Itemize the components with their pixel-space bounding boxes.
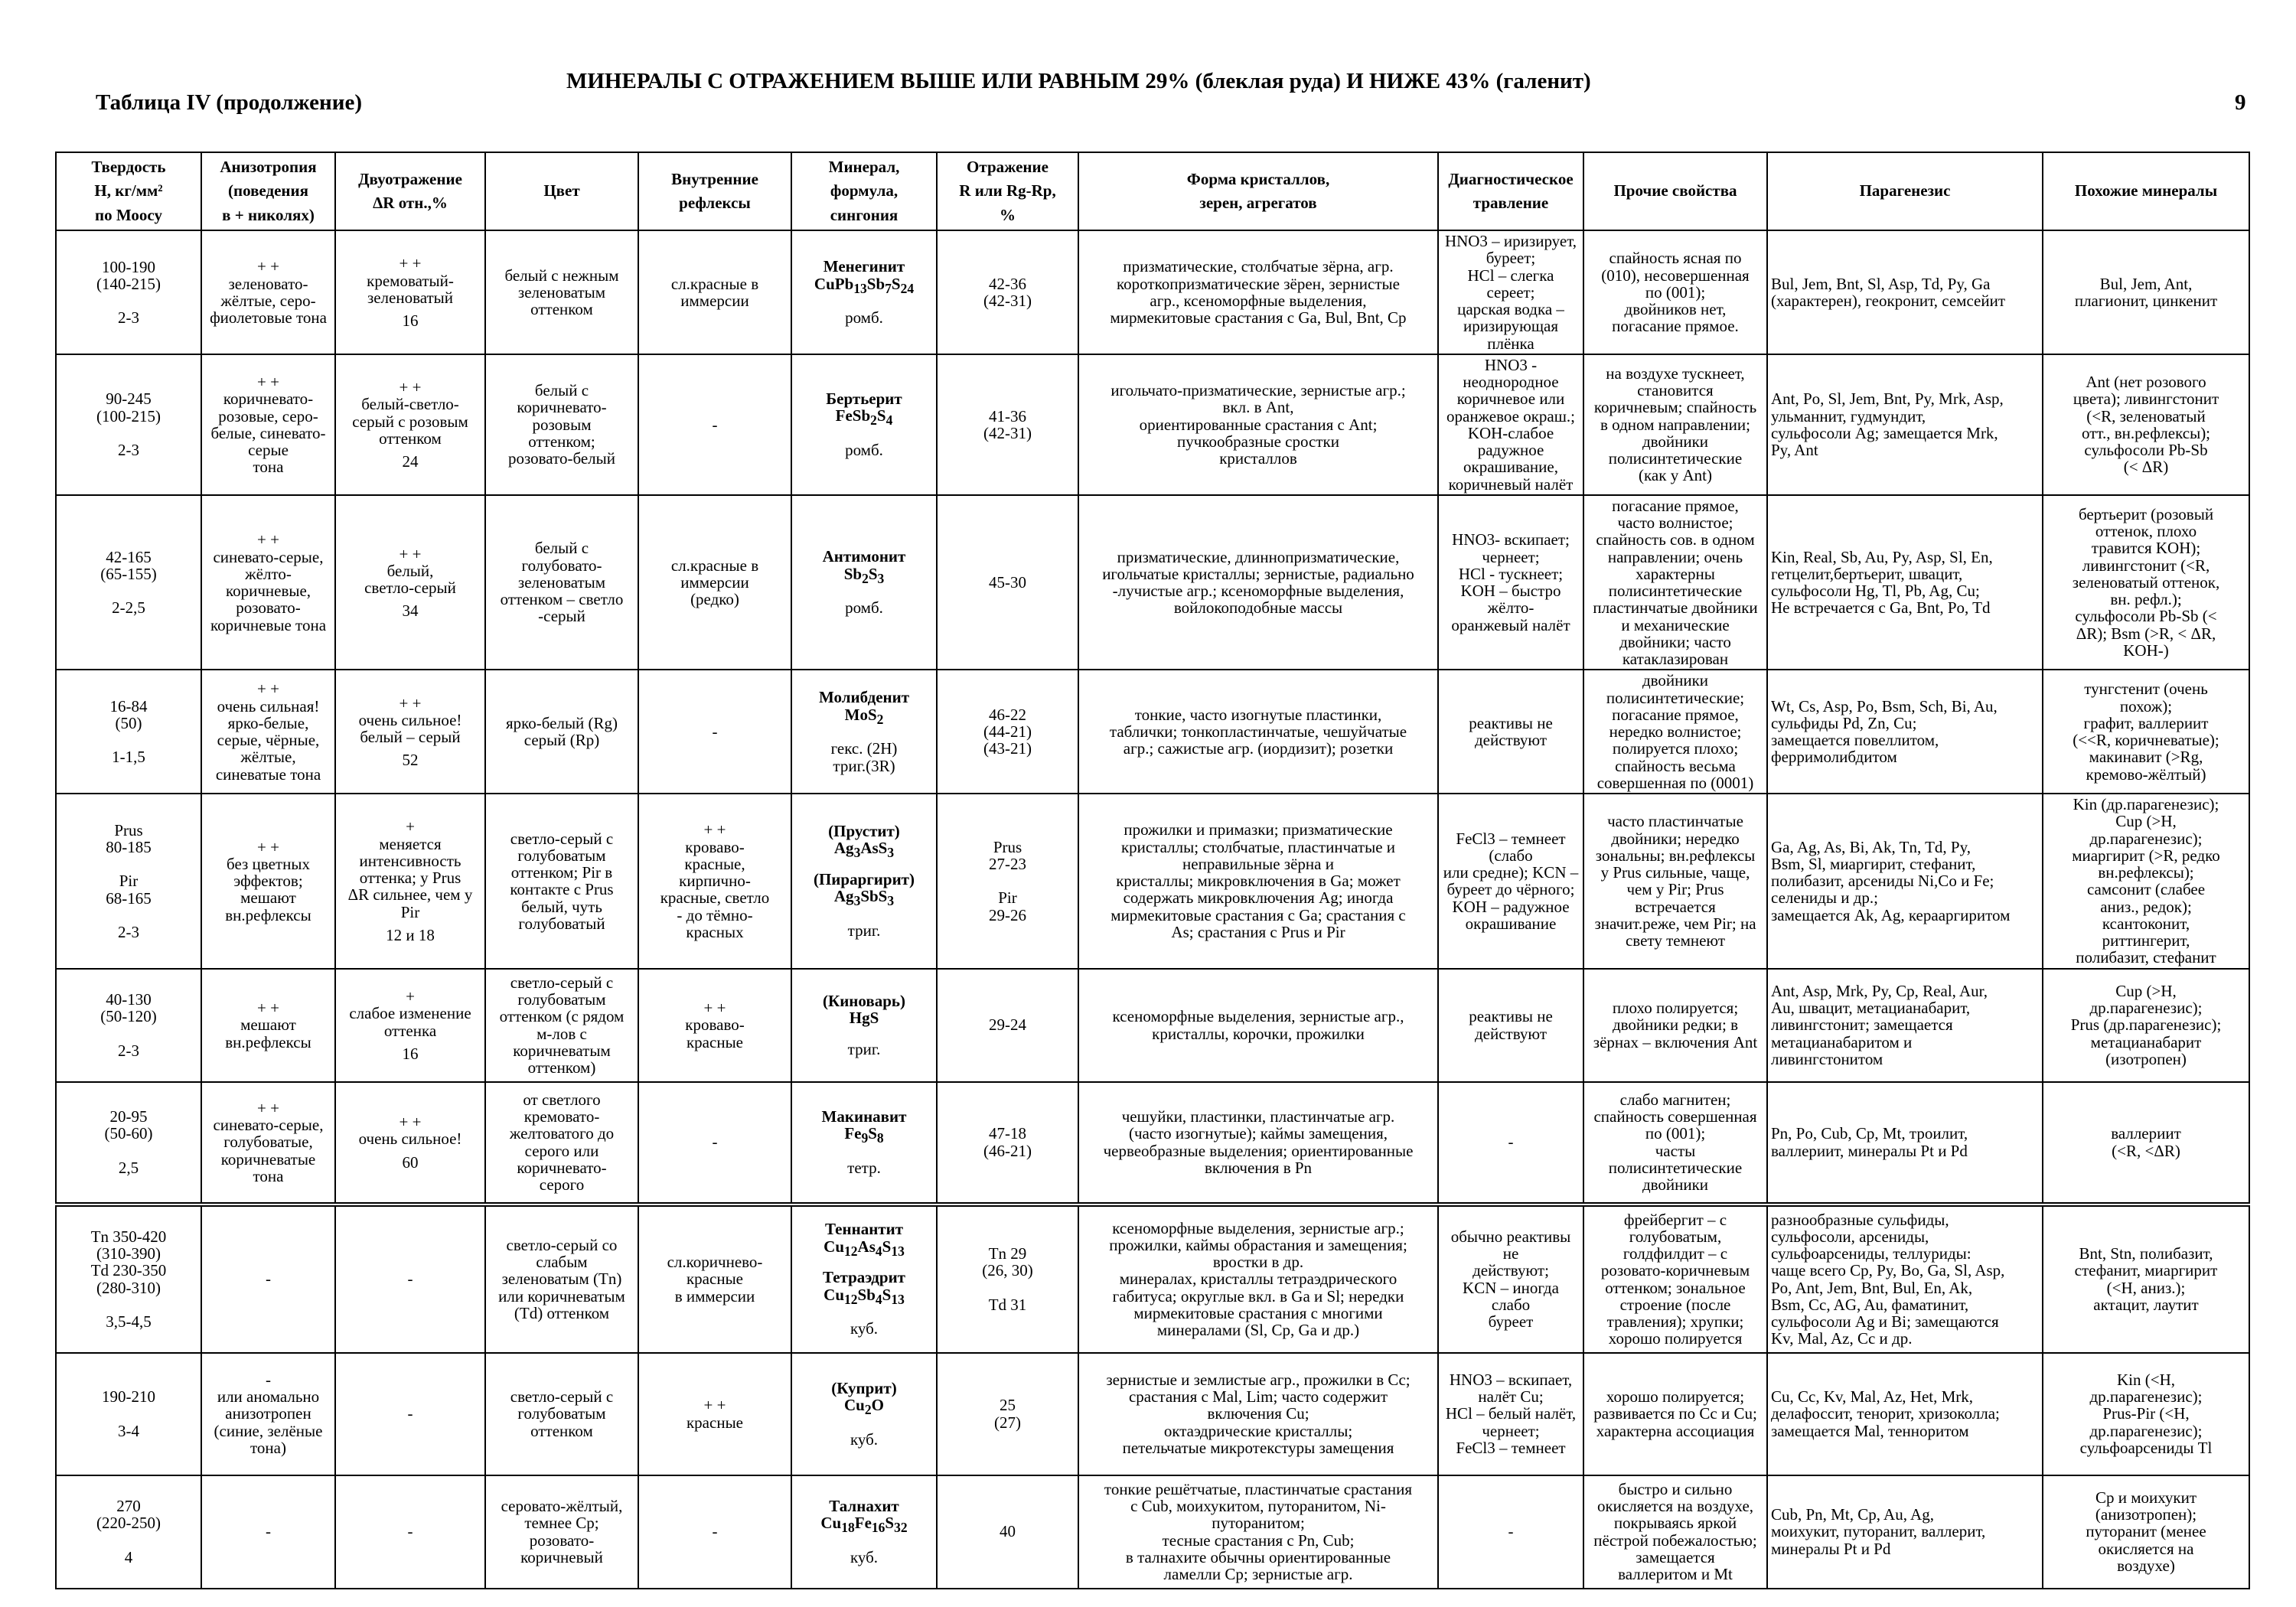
- cell-anisotropy: + + коричневато- розовые, серо- белые, синевато- серые тона: [201, 354, 335, 495]
- cell-anisotropy: + + зеленовато- жёлтые, серо- фиолетовые тона: [201, 230, 335, 354]
- table-row: [56, 794, 2249, 969]
- cell-birefringence: [335, 794, 485, 969]
- cell-reflectance: 29-24: [937, 969, 1078, 1082]
- cell-anisotropy: - или аномально анизотропен (синие, зелёные тона): [201, 1353, 335, 1475]
- hardness-value: 42-165 (65-155): [100, 547, 157, 583]
- mineral-formula: HgS: [849, 1009, 879, 1028]
- mineral-name: Теннантит: [824, 1220, 904, 1239]
- cell-mineral: [791, 1353, 937, 1475]
- cell-other-properties: двойники полисинтетические; погасание прямое, нередко волнистое; полируется плохо; спайность весьма совершенная по (0001): [1583, 670, 1767, 794]
- header-etching: Диагностическое травление: [1438, 152, 1583, 230]
- table-header-row: [56, 152, 2249, 230]
- cell-mineral: [791, 1475, 937, 1589]
- birefringence-value: 16: [402, 1044, 419, 1063]
- cell-reflectance: Tn 29 (26, 30) Td 31: [937, 1204, 1078, 1353]
- cell-other-properties: быстро и сильно окисляется на воздухе, покрываясь яркой пёстрой побежалостью; замещается валлеритом и Mt: [1583, 1475, 1767, 1589]
- hardness-mohs: 2-3: [118, 922, 139, 941]
- mineral-formula: $Cu_{18}Fe_{16}S_{32}$: [820, 1514, 908, 1536]
- cell-etching: обычно реактивы не действуют; KCN – иногда слабо буреет: [1438, 1204, 1583, 1353]
- header-mineral-formula: Минерал, формула, сингония: [791, 152, 937, 230]
- cell-hardness: [56, 230, 201, 354]
- cell-reflectance: 40: [937, 1475, 1078, 1589]
- mineral-formula: $FeSb_2S_4$: [835, 406, 893, 429]
- cell-etching: HNO3 – вскипает, налёт Cu; HCl – белый налёт, чернеет; FeCl3 – темнеет: [1438, 1353, 1583, 1475]
- hardness-value: 16-84 (50): [109, 696, 148, 732]
- cell-similar-minerals: Cup (>H, др.парагенезис); Prus (др.парагенезис); метацианабарит (изотропен): [2043, 969, 2249, 1082]
- cell-hardness: [56, 354, 201, 495]
- cell-birefringence: [335, 1082, 485, 1204]
- cell-mineral: [791, 1082, 937, 1204]
- hardness-mohs: 3,5-4,5: [106, 1312, 152, 1331]
- birefringence-text: + + белый, светло-серый: [364, 544, 456, 597]
- mineral-name: Макинавит: [821, 1107, 907, 1126]
- mineral-formula: $Sb_2S_3$: [843, 564, 885, 586]
- mineral-syngony: куб.: [850, 1429, 879, 1449]
- cell-birefringence: [335, 969, 485, 1082]
- hardness-value: 100-190 (140-215): [96, 257, 161, 293]
- cell-color: светло-серый с голубоватым оттенком; Pir в контакте с Prus белый, чуть голубоватый: [485, 794, 638, 969]
- mineral-formula: $Ag_3SbS_3$: [833, 887, 895, 909]
- cell-crystal-form: ксеноморфные выделения, зернистые агр., кристаллы, корочки, прожилки: [1078, 969, 1438, 1082]
- table-row: [56, 670, 2249, 794]
- mineral-formula: $Cu_2O$: [844, 1396, 884, 1418]
- cell-etching: реактивы не действуют: [1438, 670, 1583, 794]
- header-hardness: Твердость H, кг/мм² по Моосу: [56, 152, 201, 230]
- cell-mineral: [791, 230, 937, 354]
- cell-paragenesis: Ant, Asp, Mrk, Py, Cp, Real, Aur, Au, швацит, метацианабарит, ливингстонит; замещается метацианабаритом и ливингстонитом: [1767, 969, 2043, 1082]
- header-anisotropy: Анизотропия (поведения в + николях): [201, 152, 335, 230]
- cell-crystal-form: прожилки и примазки; призматические кристаллы; столбчатые, пластинчатые и неправильные зёрна и кристаллы; микровключения в Ga; может содержать микровключения Ag; иногда мирмекитовые срастания с Ga; срастания с As; срастания с Prus и Pir: [1078, 794, 1438, 969]
- cell-internal-reflexes: сл.красные в иммерсии (редко): [638, 495, 791, 670]
- cell-etching: -: [1438, 1475, 1583, 1589]
- cell-anisotropy: + + синевато-серые, жёлто- коричневые, розовато- коричневые тона: [201, 495, 335, 670]
- cell-mineral: [791, 969, 937, 1082]
- cell-etching: -: [1438, 1082, 1583, 1204]
- cell-etching: HNO3 – иризирует, буреет; HCl – слегка сереет; царская водка – иризирующая плёнка: [1438, 230, 1583, 354]
- cell-similar-minerals: Bnt, Stn, полибазит, стефанит, миаргирит (<H, аниз.); актацит, лаутит: [2043, 1204, 2249, 1353]
- birefringence-value: 24: [402, 452, 419, 471]
- cell-reflectance: 41-36 (42-31): [937, 354, 1078, 495]
- cell-mineral: [791, 794, 937, 969]
- cell-internal-reflexes: + + кроваво- красные: [638, 969, 791, 1082]
- cell-anisotropy: + + мешают вн.рефлексы: [201, 969, 335, 1082]
- mineral-syngony: ромб.: [845, 598, 883, 618]
- table-row: [56, 230, 2249, 354]
- table-row: [56, 1353, 2249, 1475]
- cell-hardness: [56, 969, 201, 1082]
- mineral-name: Молибденит: [818, 688, 910, 707]
- cell-birefringence: [335, 1204, 485, 1353]
- cell-paragenesis: Ga, Ag, As, Bi, Ak, Tn, Td, Py, Bsm, Sl, миаргирит, стефанит, полибазит, арсениды Ni,Co и Fe; селениды и др.; замещается Ak, Ag, керааргиритом: [1767, 794, 2043, 969]
- cell-etching: HNO3 - неоднородное коричневое или оранжевое окраш.; KOH-слабое радужное окрашивание, коричневый налёт: [1438, 354, 1583, 495]
- mineral-formula: $Cu_{12}Sb_4S_{13}$: [823, 1285, 905, 1307]
- minerals-table: [55, 152, 2250, 1589]
- mineral-name: Антимонит: [822, 547, 906, 566]
- header-crystal-form: Форма кристаллов, зерен, агрегатов: [1078, 152, 1438, 230]
- cell-color: белый с коричневато- розовым оттенком; розовато-белый: [485, 354, 638, 495]
- cell-reflectance: 25 (27): [937, 1353, 1078, 1475]
- cell-similar-minerals: Kin (др.парагенезис); Cup (>H, др.парагенезис); миаргирит (>R, редко вн.рефлексы); самсонит (слабее аниз., редок); ксантоконит, риттингерит, полибазит, стефанит: [2043, 794, 2249, 969]
- cell-birefringence: [335, 495, 485, 670]
- cell-similar-minerals: бертьерит (розовый оттенок, плохо травится KOH); ливингстонит (<R, зеленоватый оттенок, вн. рефл.); сульфосоли Pb-Sb (< ΔR); Bsm (>R, < ΔR, KOH-): [2043, 495, 2249, 670]
- cell-hardness: [56, 1353, 201, 1475]
- cell-similar-minerals: Ant (нет розового цвета); ливингстонит (<R, зеленоватый отт., вн.рефлексы); сульфосоли Pb-Sb (< ΔR): [2043, 354, 2249, 495]
- cell-other-properties: хорошо полируется; развивается по Cc и Cu; характерна ассоциация: [1583, 1353, 1767, 1475]
- birefringence-text: + слабое изменение оттенка: [349, 987, 471, 1040]
- hardness-value: 90-245 (100-215): [96, 390, 161, 425]
- mineral-name: (Прустит): [828, 822, 900, 841]
- cell-internal-reflexes: -: [638, 1082, 791, 1204]
- table-row: [56, 495, 2249, 670]
- table-row: [56, 1475, 2249, 1589]
- birefringence-text: + + кремоватый- зеленоватый: [367, 254, 454, 307]
- cell-other-properties: фрейбергит – с голубоватым, голдфилдит – с розовато-коричневым оттенком; зональное строение (после травления); хрупки; хорошо полируется: [1583, 1204, 1767, 1353]
- cell-similar-minerals: Bul, Jem, Ant, плагионит, цинкенит: [2043, 230, 2249, 354]
- cell-paragenesis: разнообразные сульфиды, сульфосоли, арсениды, сульфоарсениды, теллуриды: чаще всего Cp, Py, Bo, Ga, Sl, Asp, Po, Ant, Jem, Bnt, Bul, En, Ak, Bsm, Cc, AG, Au, фаматинит, сульфосоли Ag и Bi; замещаются Kv, Mal, Az, Cc и др.: [1767, 1204, 2043, 1353]
- page-number: 9: [2235, 90, 2246, 115]
- cell-crystal-form: тонкие, часто изогнутые пластинки, таблички; тонкопластинчатые, чешуйчатые агр.; сажистые агр. (иордизит); розетки: [1078, 670, 1438, 794]
- cell-color: светло-серый со слабым зеленоватым (Tn) или коричневатым (Td) оттенком: [485, 1204, 638, 1353]
- mineral-syngony: ромб.: [845, 441, 883, 460]
- birefringence-text: -: [407, 1270, 413, 1289]
- cell-other-properties: часто пластинчатые двойники; нередко зональны; вн.рефлексы у Prus сильные, чаще, чем у Pir; Prus встречается значит.реже, чем Pir; на свету темнеют: [1583, 794, 1767, 969]
- cell-other-properties: плохо полируется; двойники редки; в зёрнах – включения Ant: [1583, 969, 1767, 1082]
- cell-anisotropy: -: [201, 1204, 335, 1353]
- header-similar-minerals: Похожие минералы: [2043, 152, 2249, 230]
- cell-reflectance: 45-30: [937, 495, 1078, 670]
- cell-anisotropy: + + синевато-серые, голубоватые, коричневатые тона: [201, 1082, 335, 1204]
- cell-hardness: [56, 1204, 201, 1353]
- cell-internal-reflexes: + + красные: [638, 1353, 791, 1475]
- cell-crystal-form: ксеноморфные выделения, зернистые агр.; прожилки, каймы обрастания и замещения; вростки в др. минералах, кристаллы тетраэдрического габитуса; округлые вкл. в Ga и Sl; нередки мирмекитовые срастания с многими минералами (Sl, Cp, Ga и др.): [1078, 1204, 1438, 1353]
- birefringence-text: + + белый-светло- серый с розовым оттенком: [352, 378, 468, 448]
- cell-etching: FeCl3 – темнеет (слабо или средне); KCN – буреет до чёрного; KOH – радужное окрашивание: [1438, 794, 1583, 969]
- hardness-mohs: 2-3: [118, 1041, 139, 1060]
- hardness-value: 40-130 (50-120): [100, 990, 157, 1026]
- cell-color: ярко-белый (Rg) серый (Rp): [485, 670, 638, 794]
- cell-other-properties: слабо магнитен; спайность совершенная по (001); часты полисинтетические двойники: [1583, 1082, 1767, 1204]
- cell-other-properties: спайность ясная по (010), несовершенная по (001); двойников нет, погасание прямое.: [1583, 230, 1767, 354]
- header-internal-reflexes: Внутренние рефлексы: [638, 152, 791, 230]
- cell-color: светло-серый с голубоватым оттенком (с рядом м-лов с коричневатым оттенком): [485, 969, 638, 1082]
- cell-color: серовато-жёлтый, темнее Cp; розовато- коричневый: [485, 1475, 638, 1589]
- hardness-value: Tn 350-420 (310-390) Td 230-350 (280-310): [90, 1227, 167, 1297]
- cell-paragenesis: Pn, Po, Cub, Cp, Mt, троилит, валлериит, минералы Pt и Pd: [1767, 1082, 2043, 1204]
- birefringence-value: 52: [402, 751, 419, 770]
- hardness-mohs: 2-3: [118, 308, 139, 327]
- cell-anisotropy: + + очень сильная! ярко-белые, серые, чёрные, жёлтые, синеватые тона: [201, 670, 335, 794]
- mineral-formula: MoS$_2$: [844, 705, 884, 727]
- table-row: [56, 1204, 2249, 1353]
- cell-paragenesis: Bul, Jem, Bnt, Sl, Asp, Td, Py, Ga (характерен), геокронит, семсейит: [1767, 230, 2043, 354]
- table-row: [56, 354, 2249, 495]
- mineral-syngony: триг.: [847, 1039, 881, 1058]
- cell-other-properties: на воздухе тускнеет, становится коричневым; спайность в одном направлении; двойники полисинтетические (как у Ant): [1583, 354, 1767, 495]
- cell-reflectance: 47-18 (46-21): [937, 1082, 1078, 1204]
- cell-hardness: [56, 794, 201, 969]
- cell-birefringence: [335, 1475, 485, 1589]
- cell-internal-reflexes: -: [638, 354, 791, 495]
- mineral-name: (Киноварь): [822, 992, 905, 1011]
- mineral-formula: $CuPb_{13}Sb_7S_{24}$: [814, 274, 915, 296]
- cell-birefringence: [335, 354, 485, 495]
- hardness-value: 20-95 (50-60): [104, 1107, 153, 1143]
- cell-crystal-form: зернистые и землистые агр., прожилки в Cc; срастания с Mal, Lim; часто содержит включения Cu; октаэдрические кристаллы; петельчатые микротекстуры замещения: [1078, 1353, 1438, 1475]
- cell-color: от светлого кремовато- желтоватого до серого или коричневато- серого: [485, 1082, 638, 1204]
- cell-paragenesis: Cub, Pn, Mt, Cp, Au, Ag, моихукит, путоранит, валлерит, минералы Pt и Pd: [1767, 1475, 2043, 1589]
- header-paragenesis: Парагенезис: [1767, 152, 2043, 230]
- hardness-mohs: 2-3: [118, 440, 139, 459]
- cell-birefringence: [335, 670, 485, 794]
- cell-hardness: [56, 670, 201, 794]
- cell-anisotropy: + + без цветных эффектов; мешают вн.рефлексы: [201, 794, 335, 969]
- cell-internal-reflexes: -: [638, 670, 791, 794]
- cell-similar-minerals: тунгстенит (очень похож); графит, валлериит (<<R, коричневатые); макинавит (>Rg, кремово-жёлтый): [2043, 670, 2249, 794]
- cell-mineral: [791, 1204, 937, 1353]
- mineral-name: (Пираргирит): [813, 870, 915, 889]
- cell-paragenesis: Ant, Po, Sl, Jem, Bnt, Py, Mrk, Asp, ульманнит, гудмундит, сульфосоли Ag; замещается Mrk, Py, Ant: [1767, 354, 2043, 495]
- hardness-mohs: 1-1,5: [112, 748, 145, 767]
- cell-similar-minerals: Cp и моихукит (анизотропен); путоранит (менее окисляется на воздухе): [2043, 1475, 2249, 1589]
- cell-crystal-form: призматические, длиннопризматические, игольчатые кристаллы; зернистые, радиально -лучистые агр.; ксеноморфные выделения, войлокоподобные массы: [1078, 495, 1438, 670]
- cell-color: светло-серый с голубоватым оттенком: [485, 1353, 638, 1475]
- hardness-mohs: 2-2,5: [112, 598, 145, 618]
- cell-paragenesis: Cu, Cc, Kv, Mal, Az, Het, Mrk, делафоссит, тенорит, хризоколла; замещается Mal, тенноритом: [1767, 1353, 2043, 1475]
- table-row: [56, 969, 2249, 1082]
- header-color: Цвет: [485, 152, 638, 230]
- mineral-name: Менегинит: [823, 257, 905, 276]
- mineral-syngony: гекс. (2H) триг.(3R): [830, 739, 898, 775]
- hardness-value: 190-210: [102, 1387, 155, 1407]
- mineral-formula: $Fe_9S_8$: [844, 1124, 884, 1146]
- birefringence-text: -: [407, 1522, 413, 1541]
- cell-other-properties: погасание прямое, часто волнистое; спайность сов. в одном направлении; очень характерны полисинтетические пластинчатые двойники и механические двойники; часто катаклазирован: [1583, 495, 1767, 670]
- mineral-syngony: куб.: [850, 1547, 879, 1566]
- cell-internal-reflexes: сл.коричнево- красные в иммерсии: [638, 1204, 791, 1353]
- birefringence-value: 34: [402, 601, 419, 621]
- cell-reflectance: Prus 27-23 Pir 29-26: [937, 794, 1078, 969]
- hardness-mohs: 4: [124, 1547, 133, 1566]
- hardness-value: Prus 80-185 Pir 68-165: [106, 820, 152, 908]
- cell-mineral: [791, 670, 937, 794]
- mineral-name: Бертьерит: [826, 390, 902, 409]
- cell-internal-reflexes: + + кроваво- красные, кирпично- красные, светло - до тёмно- красных: [638, 794, 791, 969]
- cell-paragenesis: Kin, Real, Sb, Au, Py, Asp, Sl, En, гетцелит,бертьерит, швацит, сульфосоли Hg, Tl, Pb, Ag, Cu; Не встречается с Ga, Bnt, Po, Td: [1767, 495, 2043, 670]
- mineral-formula: $Cu_{12}As_4S_{13}$: [823, 1237, 905, 1259]
- mineral-name: Тетраэдрит: [823, 1268, 905, 1287]
- cell-crystal-form: призматические, столбчатые зёрна, агр. короткопризматические зёрен, зернистые агр., ксеноморфные выделения, мирмекитовые срастания с Ga, Bul, Bnt, Cp: [1078, 230, 1438, 354]
- birefringence-text: + + очень сильное!: [358, 1113, 462, 1149]
- mineral-formula: $Ag_3AsS_3$: [833, 839, 895, 861]
- birefringence-text: -: [407, 1404, 413, 1423]
- cell-crystal-form: чешуйки, пластинки, пластинчатые агр. (часто изогнутые); каймы замещения, червеобразные выделения; ориентированные включения в Pn: [1078, 1082, 1438, 1204]
- hardness-mohs: 3-4: [118, 1421, 139, 1440]
- cell-reflectance: 46-22 (44-21) (43-21): [937, 670, 1078, 794]
- mineral-syngony: тетр.: [847, 1158, 881, 1177]
- birefringence-value: 60: [402, 1152, 419, 1172]
- mineral-syngony: куб.: [850, 1319, 879, 1338]
- header-birefringence: Двуотражение ΔR отн.,%: [335, 152, 485, 230]
- cell-mineral: [791, 495, 937, 670]
- hardness-value: 270 (220-250): [96, 1497, 161, 1533]
- birefringence-value: 16: [402, 311, 419, 331]
- cell-crystal-form: тонкие решётчатые, пластинчатые срастания с Cub, моихукитом, путоранитом, Ni- путоранитом; тесные срастания с Pn, Cub; в талнахите обычны ориентированные ламелли Cp; зернистые агр.: [1078, 1475, 1438, 1589]
- cell-birefringence: [335, 1353, 485, 1475]
- birefringence-text: + меняется интенсивность оттенка; у Prus ΔR сильнее, чем у Pir: [347, 817, 473, 921]
- cell-color: белый с голубовато- зеленоватым оттенком – светло -серый: [485, 495, 638, 670]
- cell-color: белый с нежным зеленоватым оттенком: [485, 230, 638, 354]
- cell-internal-reflexes: сл.красные в иммерсии: [638, 230, 791, 354]
- table-label: Таблица IV (продолжение): [96, 90, 362, 115]
- cell-etching: реактивы не действуют: [1438, 969, 1583, 1082]
- cell-etching: HNO3- вскипает; чернеет; HCl - тускнеет; KOH – быстро жёлто- оранжевый налёт: [1438, 495, 1583, 670]
- header-reflectance: Отражение R или Rg-Rp, %: [937, 152, 1078, 230]
- cell-hardness: [56, 1475, 201, 1589]
- cell-internal-reflexes: -: [638, 1475, 791, 1589]
- page-title: МИНЕРАЛЫ С ОТРАЖЕНИЕМ ВЫШЕ ИЛИ РАВНЫМ 29% (блеклая руда) И НИЖЕ 43% (галенит): [566, 69, 1591, 93]
- cell-hardness: [56, 495, 201, 670]
- cell-reflectance: 42-36 (42-31): [937, 230, 1078, 354]
- mineral-syngony: ромб.: [845, 308, 883, 328]
- cell-anisotropy: -: [201, 1475, 335, 1589]
- cell-mineral: [791, 354, 937, 495]
- table-row: [56, 1082, 2249, 1204]
- mineral-name: Талнахит: [829, 1496, 899, 1515]
- cell-similar-minerals: валлериит (<R, <ΔR): [2043, 1082, 2249, 1204]
- cell-birefringence: [335, 230, 485, 354]
- hardness-mohs: 2,5: [118, 1158, 139, 1177]
- cell-paragenesis: Wt, Cs, Asp, Po, Bsm, Sch, Bi, Au, сульфиды Pd, Zn, Cu; замещается повеллитом, ферримолибдитом: [1767, 670, 2043, 794]
- birefringence-text: + + очень сильное! белый – серый: [358, 693, 462, 747]
- cell-similar-minerals: Kin (<H, др.парагенезис); Prus-Pir (<H, др.парагенезис); сульфоарсениды Tl: [2043, 1353, 2249, 1475]
- birefringence-value: 12 и 18: [386, 925, 435, 944]
- mineral-name: (Куприт): [831, 1378, 897, 1397]
- header-other-properties: Прочие свойства: [1583, 152, 1767, 230]
- cell-hardness: [56, 1082, 201, 1204]
- mineral-syngony: триг.: [847, 921, 881, 940]
- cell-crystal-form: игольчато-призматические, зернистые агр.; вкл. в Ant, ориентированные срастания с Ant; пучкообразные сростки кристаллов: [1078, 354, 1438, 495]
